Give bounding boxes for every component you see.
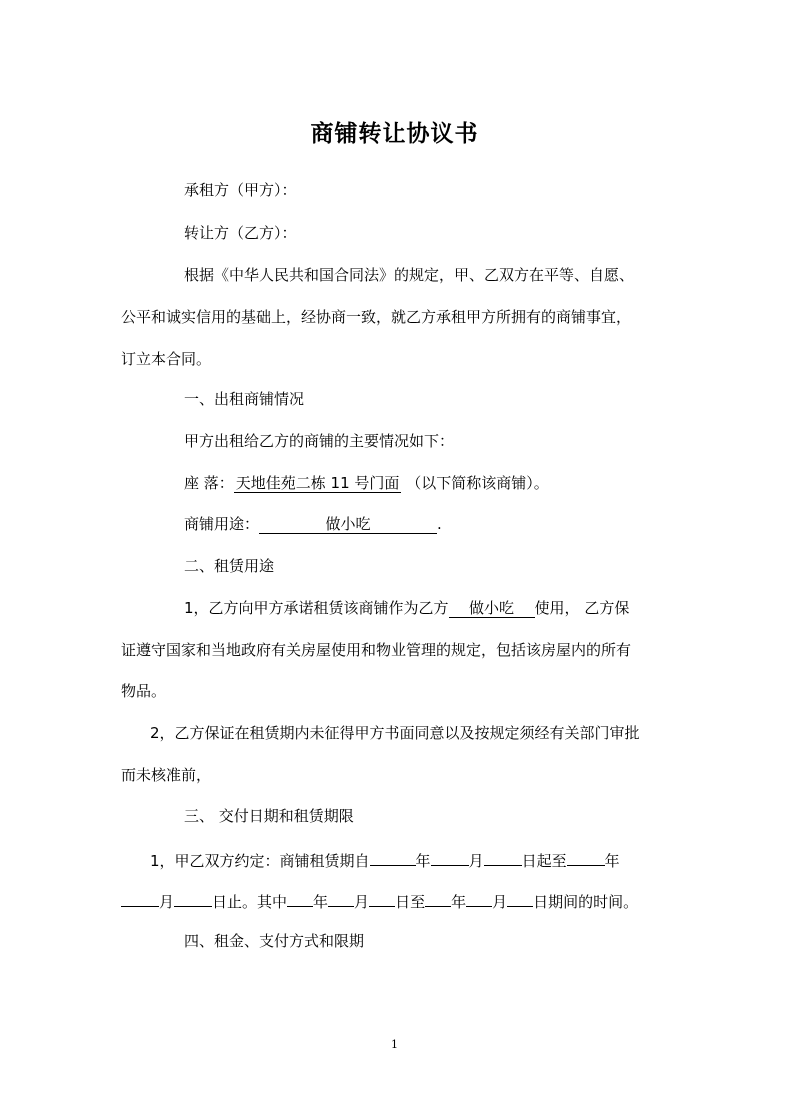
clause2-1-prefix: 1，乙方向甲方承诺租赁该商铺作为乙方 [184, 599, 449, 617]
usage-suffix: . [437, 515, 442, 533]
usage-row [184, 514, 442, 534]
end-month-blank[interactable] [121, 889, 159, 907]
sub-end-month-label: 月 [492, 893, 508, 911]
to-label: 至 [410, 893, 426, 911]
day-end-label: 日止。其中 [212, 893, 288, 911]
clause2-2-line-1: 2，乙方保证在租赁期内未征得甲方书面同意以及按规定须经有关部门审批 [150, 724, 640, 742]
end-month-label: 月 [159, 893, 175, 911]
preamble-line-1: 根据《中华人民共和国合同法》的规定，甲、乙双方在平等、自愿、 [184, 266, 635, 284]
location-label: 座 落： [184, 474, 234, 492]
section1-heading: 一、出租商铺情况 [184, 390, 305, 408]
end-year-label: 年 [604, 852, 620, 870]
clause2-1-suffix: 使用， 乙方保 [534, 599, 630, 617]
sub-start-year-blank[interactable] [287, 889, 313, 907]
sub-end-month-blank[interactable] [466, 889, 492, 907]
preamble-line-2: 公平和诚实信用的基础上，经协商一致，就乙方承租甲方所拥有的商铺事宜， [121, 308, 632, 326]
sub-end-year-blank[interactable] [425, 889, 451, 907]
section3-heading: 三、 交付日期和租赁期限 [184, 807, 354, 825]
usage-value: 做小吃 [259, 515, 437, 534]
lessee-label: 承租方（甲方）： [184, 181, 297, 199]
clause2-1-line-2: 证遵守国家和当地政府有关房屋使用和物业管理的规定，包括该房屋内的所有 [121, 641, 632, 659]
start-day-blank[interactable] [484, 848, 522, 866]
usage-label: 商铺用途： [184, 515, 260, 533]
section1-intro: 甲方出租给乙方的商铺的主要情况如下： [184, 432, 455, 450]
start-month-label: 月 [468, 852, 484, 870]
clause2-2-line-2: 而未核准前， [121, 766, 212, 784]
end-year-blank[interactable] [567, 848, 605, 866]
transferor-label: 转让方（乙方）： [184, 224, 297, 242]
location-row [184, 473, 549, 493]
location-value: 天地佳苑二栋 11 号门面 [235, 474, 400, 492]
sub-start-month-label: 月 [354, 893, 370, 911]
section2-heading: 二、租赁用途 [184, 557, 275, 575]
day-from-label: 日起至 [521, 852, 567, 870]
sub-end-day-blank[interactable] [507, 889, 533, 907]
start-year-label: 年 [415, 852, 431, 870]
preamble-line-3: 订立本合同。 [121, 350, 212, 368]
section4-heading: 四、租金、支付方式和限期 [184, 932, 365, 950]
page-number: 1 [391, 1038, 398, 1051]
end-day-blank[interactable] [174, 889, 212, 907]
sub-start-month-blank[interactable] [328, 889, 354, 907]
clause3-1-line-2 [121, 889, 638, 912]
clause3-1-prefix: 1，甲乙双方约定：商铺租赁期自 [150, 852, 370, 870]
sub-end-year-label: 年 [451, 893, 467, 911]
document-title: 商铺转让协议书 [310, 120, 479, 147]
start-month-blank[interactable] [431, 848, 469, 866]
period-suffix: 日期间的时间。 [533, 893, 639, 911]
sub-start-day-label: 日 [395, 893, 411, 911]
location-suffix: （以下简称该商铺）。 [406, 474, 549, 492]
sub-start-day-blank[interactable] [369, 889, 395, 907]
clause2-1-line-1 [184, 598, 629, 618]
sub-start-year-label: 年 [313, 893, 329, 911]
clause2-1-value: 做小吃 [449, 599, 535, 618]
start-year-blank[interactable] [370, 848, 416, 866]
clause2-1-line-3: 物品。 [121, 682, 167, 700]
clause3-1-line-1 [150, 848, 620, 871]
